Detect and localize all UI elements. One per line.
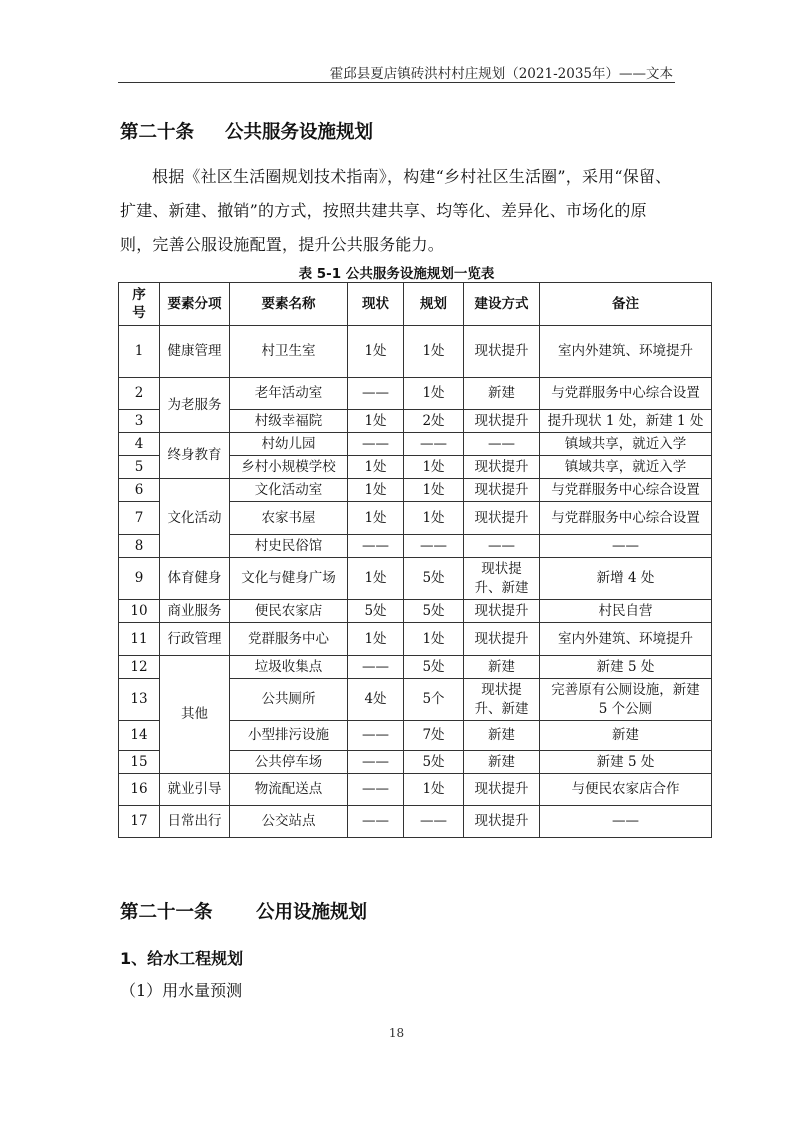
- cell-name: 党群服务中心: [230, 623, 348, 656]
- running-header: 霍邱县夏店镇砖洪村村庄规划（2021-2035年）——文本: [329, 66, 673, 82]
- cell-plan: ——: [404, 433, 464, 456]
- col-header-category: 要素分项: [160, 283, 230, 326]
- cell-note: 新建 5 处: [540, 656, 712, 679]
- cell-note: 提升现状 1 处，新建 1 处: [540, 410, 712, 433]
- cell-method: 现状提升: [464, 410, 540, 433]
- col-header-plan: 规划: [404, 283, 464, 326]
- table-row: [119, 656, 712, 679]
- col-header-note: 备注: [540, 283, 712, 326]
- section-20-number: 第二十条: [120, 122, 195, 143]
- cell-method: 现状提升、新建: [464, 679, 540, 721]
- cell-plan: 1处: [404, 774, 464, 806]
- table-row: [119, 378, 712, 410]
- cell-current: ——: [348, 378, 404, 410]
- cell-current: 1处: [348, 558, 404, 600]
- cell-current: ——: [348, 656, 404, 679]
- cell-plan: ——: [404, 806, 464, 838]
- cell-note: ——: [540, 535, 712, 558]
- cell-name: 村幼儿园: [230, 433, 348, 456]
- cell-seq: 6: [119, 479, 160, 502]
- cell-category: 健康管理: [160, 326, 230, 378]
- cell-plan: 7处: [404, 721, 464, 751]
- cell-name: 文化与健身广场: [230, 558, 348, 600]
- cell-note: 与党群服务中心综合设置: [540, 479, 712, 502]
- cell-plan: 2处: [404, 410, 464, 433]
- cell-note: 与党群服务中心综合设置: [540, 378, 712, 410]
- cell-plan: 1处: [404, 378, 464, 410]
- cell-method: 现状提升: [464, 806, 540, 838]
- cell-name: 老年活动室: [230, 378, 348, 410]
- cell-seq: 9: [119, 558, 160, 600]
- cell-category: 就业引导: [160, 774, 230, 806]
- cell-seq: 12: [119, 656, 160, 679]
- header-rule: [118, 82, 675, 83]
- cell-name: 公交站点: [230, 806, 348, 838]
- table-header-row: [119, 283, 712, 326]
- cell-name: 村级幸福院: [230, 410, 348, 433]
- cell-current: ——: [348, 535, 404, 558]
- cell-current: 1处: [348, 623, 404, 656]
- sub-sub-heading-water-demand: （1）用水量预测: [120, 981, 243, 1000]
- table-row: [119, 558, 712, 600]
- cell-note: ——: [540, 806, 712, 838]
- cell-name: 乡村小规模学校: [230, 456, 348, 479]
- cell-method: 现状提升、新建: [464, 558, 540, 600]
- cell-plan: 5处: [404, 600, 464, 623]
- cell-method: 现状提升: [464, 502, 540, 535]
- public-service-table: [118, 282, 712, 838]
- sub-heading-water-supply: 1、给水工程规划: [120, 949, 244, 968]
- cell-current: ——: [348, 433, 404, 456]
- cell-seq: 7: [119, 502, 160, 535]
- cell-current: 1处: [348, 502, 404, 535]
- col-header-method: 建设方式: [464, 283, 540, 326]
- cell-seq: 16: [119, 774, 160, 806]
- cell-note: 镇域共享，就近入学: [540, 456, 712, 479]
- col-header-name: 要素名称: [230, 283, 348, 326]
- cell-note: 镇域共享，就近入学: [540, 433, 712, 456]
- cell-note: 室内外建筑、环境提升: [540, 623, 712, 656]
- table-row: [119, 600, 712, 623]
- cell-name: 垃圾收集点: [230, 656, 348, 679]
- section-21-number: 第二十一条: [120, 902, 213, 923]
- cell-current: ——: [348, 774, 404, 806]
- cell-name: 文化活动室: [230, 479, 348, 502]
- cell-method: 现状提升: [464, 600, 540, 623]
- table-row: [119, 326, 712, 378]
- cell-seq: 3: [119, 410, 160, 433]
- col-header-seq: 序号: [119, 283, 160, 326]
- section-20-name: 公共服务设施规划: [225, 122, 374, 143]
- cell-seq: 13: [119, 679, 160, 721]
- cell-note: 村民自营: [540, 600, 712, 623]
- cell-current: ——: [348, 806, 404, 838]
- cell-name: 便民农家店: [230, 600, 348, 623]
- cell-plan: 5个: [404, 679, 464, 721]
- cell-note: 室内外建筑、环境提升: [540, 326, 712, 378]
- cell-category: 商业服务: [160, 600, 230, 623]
- table-row: [119, 774, 712, 806]
- cell-method: ——: [464, 535, 540, 558]
- table-caption: 表 5-1 公共服务设施规划一览表: [298, 266, 495, 282]
- cell-current: ——: [348, 751, 404, 774]
- cell-category: 其他: [160, 656, 230, 774]
- cell-method: 现状提升: [464, 456, 540, 479]
- cell-seq: 5: [119, 456, 160, 479]
- cell-method: 新建: [464, 751, 540, 774]
- cell-seq: 11: [119, 623, 160, 656]
- intro-paragraph: 根据《社区生活圈规划技术指南》，构建“乡村社区生活圈”，采用“保留、扩建、新建、撤销”的方式，按照共建共享、均等化、差异化、市场化的原则，完善公服设施配置，提升公共服务能力。: [120, 167, 672, 254]
- cell-seq: 14: [119, 721, 160, 751]
- cell-name: 物流配送点: [230, 774, 348, 806]
- section-21-title: [120, 898, 367, 924]
- table-row: [119, 479, 712, 502]
- cell-category: 为老服务: [160, 378, 230, 433]
- cell-method: 新建: [464, 721, 540, 751]
- section-20-title: [120, 118, 373, 144]
- cell-seq: 10: [119, 600, 160, 623]
- cell-current: ——: [348, 721, 404, 751]
- cell-name: 农家书屋: [230, 502, 348, 535]
- cell-name: 公共厕所: [230, 679, 348, 721]
- section-21-name: 公用设施规划: [256, 902, 368, 923]
- cell-current: 1处: [348, 326, 404, 378]
- cell-note: 新建 5 处: [540, 751, 712, 774]
- cell-seq: 8: [119, 535, 160, 558]
- cell-name: 小型排污设施: [230, 721, 348, 751]
- cell-current: 1处: [348, 456, 404, 479]
- cell-name: 村卫生室: [230, 326, 348, 378]
- cell-category: 文化活动: [160, 479, 230, 558]
- cell-seq: 2: [119, 378, 160, 410]
- cell-name: 村史民俗馆: [230, 535, 348, 558]
- cell-note: 与便民农家店合作: [540, 774, 712, 806]
- cell-name: 公共停车场: [230, 751, 348, 774]
- cell-note: 完善原有公厕设施，新建 5 个公厕: [540, 679, 712, 721]
- cell-category: 终身教育: [160, 433, 230, 479]
- cell-method: 现状提升: [464, 326, 540, 378]
- table-row: [119, 806, 712, 838]
- cell-category: 日常出行: [160, 806, 230, 838]
- cell-method: 现状提升: [464, 623, 540, 656]
- cell-method: 现状提升: [464, 479, 540, 502]
- cell-current: 1处: [348, 479, 404, 502]
- cell-plan: 1处: [404, 479, 464, 502]
- cell-plan: 5处: [404, 558, 464, 600]
- cell-note: 与党群服务中心综合设置: [540, 502, 712, 535]
- cell-plan: 5处: [404, 656, 464, 679]
- page-number: 18: [388, 1026, 405, 1040]
- cell-seq: 17: [119, 806, 160, 838]
- cell-category: 行政管理: [160, 623, 230, 656]
- cell-seq: 4: [119, 433, 160, 456]
- cell-seq: 15: [119, 751, 160, 774]
- cell-note: 新增 4 处: [540, 558, 712, 600]
- cell-method: ——: [464, 433, 540, 456]
- table-row: [119, 433, 712, 456]
- cell-plan: 1处: [404, 326, 464, 378]
- cell-current: 1处: [348, 410, 404, 433]
- cell-category: 体育健身: [160, 558, 230, 600]
- col-header-current: 现状: [348, 283, 404, 326]
- cell-current: 5处: [348, 600, 404, 623]
- cell-plan: 1处: [404, 623, 464, 656]
- cell-note: 新建: [540, 721, 712, 751]
- cell-method: 新建: [464, 378, 540, 410]
- table-row: [119, 623, 712, 656]
- cell-seq: 1: [119, 326, 160, 378]
- cell-plan: 1处: [404, 456, 464, 479]
- cell-plan: 5处: [404, 751, 464, 774]
- cell-plan: ——: [404, 535, 464, 558]
- cell-method: 现状提升: [464, 774, 540, 806]
- cell-current: 4处: [348, 679, 404, 721]
- cell-method: 新建: [464, 656, 540, 679]
- cell-plan: 1处: [404, 502, 464, 535]
